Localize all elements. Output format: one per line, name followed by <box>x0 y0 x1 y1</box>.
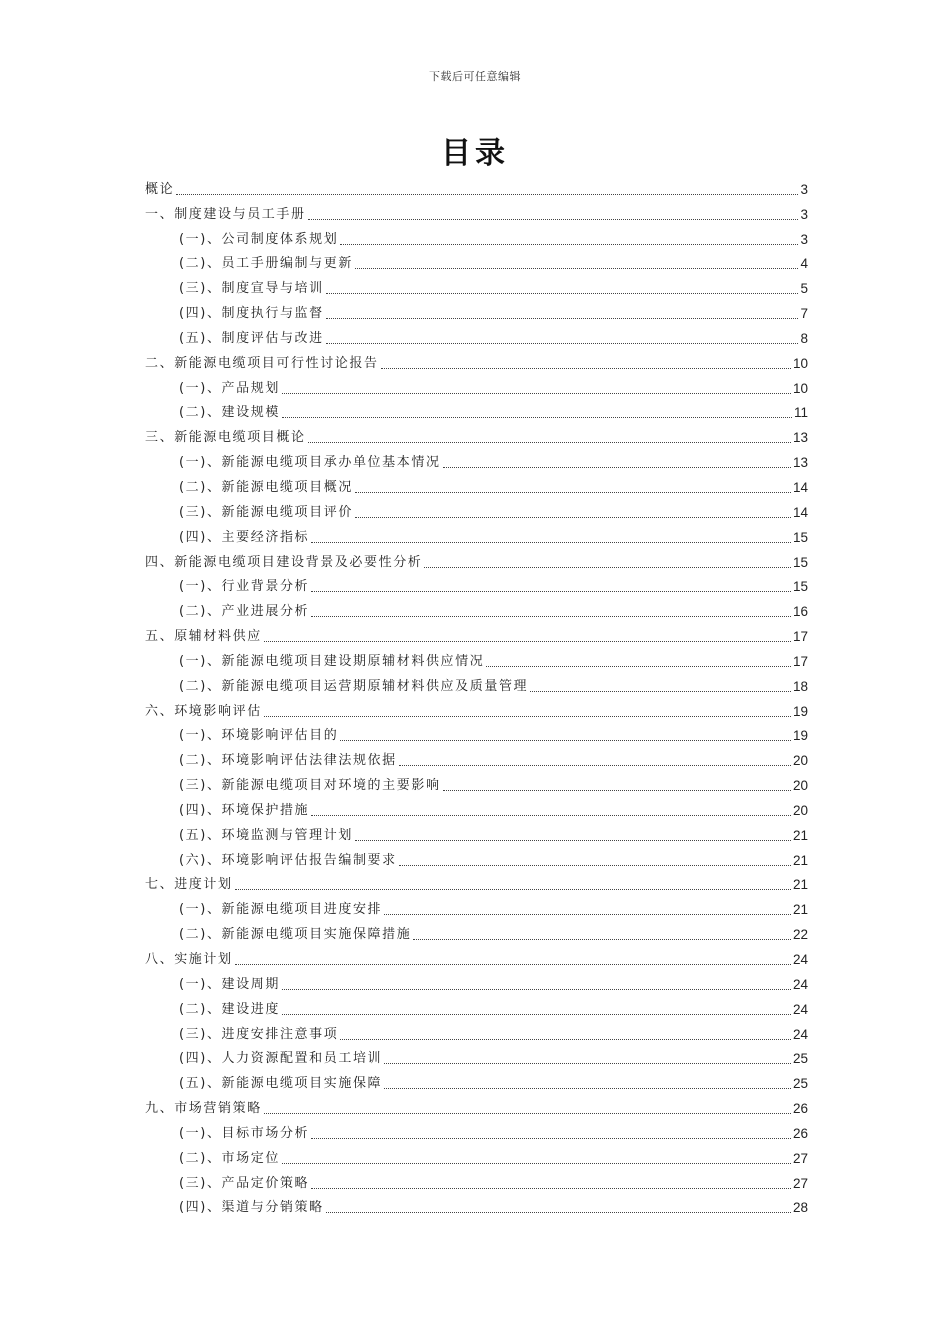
toc-page-number: 17 <box>792 653 808 669</box>
toc-entry-title: (六)、环境影响评估报告编制要求 <box>179 852 397 868</box>
toc-entry-title: (二)、新能源电缆项目运营期原辅材料供应及质量管理 <box>179 678 529 694</box>
toc-entry[interactable] <box>145 422 808 447</box>
toc-entry-title: 一、制度建设与员工手册 <box>145 206 306 222</box>
toc-subentry[interactable] <box>145 472 808 497</box>
toc-dot-leader <box>311 815 791 816</box>
toc-page-number: 20 <box>792 778 808 794</box>
toc-page-number: 5 <box>800 281 808 297</box>
toc-dot-leader <box>311 591 791 592</box>
toc-page-number: 7 <box>800 306 808 322</box>
toc-dot-leader <box>235 889 791 890</box>
toc-subentry[interactable] <box>145 795 808 820</box>
toc-dot-leader <box>381 368 791 369</box>
toc-subentry[interactable] <box>145 671 808 696</box>
toc-entry-title: 六、环境影响评估 <box>145 703 262 719</box>
toc-entry-title: (三)、新能源电缆项目评价 <box>179 504 353 520</box>
toc-dot-leader <box>384 1063 791 1064</box>
toc-entry[interactable] <box>145 547 808 572</box>
toc-page-number: 25 <box>792 1051 808 1067</box>
toc-subentry[interactable] <box>145 969 808 994</box>
toc-page-number: 20 <box>792 802 808 818</box>
toc-entry-title: (一)、行业背景分析 <box>179 579 310 595</box>
toc-entry-title: (一)、目标市场分析 <box>179 1125 310 1141</box>
toc-dot-leader <box>399 765 791 766</box>
toc-entry-title: (五)、新能源电缆项目实施保障 <box>179 1076 383 1092</box>
toc-page-number: 18 <box>792 678 808 694</box>
toc-subentry[interactable] <box>145 721 808 746</box>
toc-dot-leader <box>413 939 791 940</box>
toc-page-number: 14 <box>792 479 808 495</box>
toc-dot-leader <box>443 467 791 468</box>
toc-dot-leader <box>384 1088 791 1089</box>
toc-entry[interactable] <box>145 621 808 646</box>
toc-page-number: 16 <box>792 604 808 620</box>
toc-entry-title: (四)、渠道与分销策略 <box>179 1200 324 1216</box>
toc-entry-title: (一)、环境影响评估目的 <box>179 728 339 744</box>
toc-subentry[interactable] <box>145 447 808 472</box>
toc-subentry[interactable] <box>145 522 808 547</box>
toc-subentry[interactable] <box>145 224 808 249</box>
toc-subentry[interactable] <box>145 646 808 671</box>
toc-entry-title: (一)、新能源电缆项目承办单位基本情况 <box>179 455 441 471</box>
toc-subentry[interactable] <box>145 1068 808 1093</box>
toc-dot-leader <box>355 517 791 518</box>
toc-page-number: 27 <box>792 1150 808 1166</box>
toc-subentry[interactable] <box>145 572 808 597</box>
toc-entry-title: (二)、环境影响评估法律法规依据 <box>179 753 397 769</box>
toc-page-number: 24 <box>792 976 808 992</box>
toc-entry-title: 八、实施计划 <box>145 952 233 967</box>
toc-dot-leader <box>235 964 791 965</box>
toc-subentry[interactable] <box>145 1044 808 1069</box>
toc-page-number: 13 <box>792 430 808 446</box>
toc-page-number: 21 <box>792 877 808 893</box>
toc-dot-leader <box>308 219 799 220</box>
toc-page-number: 3 <box>800 181 808 197</box>
toc-entry[interactable] <box>145 199 808 224</box>
toc-page-number: 4 <box>800 256 808 272</box>
toc-subentry[interactable] <box>145 249 808 274</box>
toc-entry-title: (二)、员工手册编制与更新 <box>179 256 353 272</box>
toc-page-number: 13 <box>792 455 808 471</box>
toc-dot-leader <box>340 1039 791 1040</box>
toc-dot-leader <box>355 268 799 269</box>
toc-subentry[interactable] <box>145 820 808 845</box>
toc-entry-title: (四)、制度执行与监督 <box>179 306 324 322</box>
toc-entry-title: 五、原辅材料供应 <box>145 629 262 645</box>
toc-page-number: 3 <box>800 231 808 247</box>
toc-subentry[interactable] <box>145 770 808 795</box>
toc-entry-title: (一)、新能源电缆项目建设期原辅材料供应情况 <box>179 653 485 669</box>
page-header: 下载后可任意编辑 <box>429 70 521 83</box>
toc-subentry[interactable] <box>145 1118 808 1143</box>
toc-subentry[interactable] <box>145 497 808 522</box>
toc-entry-title: (一)、建设周期 <box>179 976 280 992</box>
toc-entry-title: (三)、进度安排注意事项 <box>179 1026 339 1042</box>
toc-subentry[interactable] <box>145 596 808 621</box>
toc-entry-title: 三、新能源电缆项目概论 <box>145 430 306 446</box>
table-of-contents <box>145 174 808 1217</box>
toc-page-number: 27 <box>792 1175 808 1191</box>
toc-dot-leader <box>486 666 791 667</box>
toc-dot-leader <box>282 1014 791 1015</box>
toc-page-number: 15 <box>792 579 808 595</box>
toc-subentry[interactable] <box>145 1168 808 1193</box>
toc-page-number: 10 <box>792 355 808 371</box>
toc-dot-leader <box>311 1188 791 1189</box>
toc-entry-title: (二)、市场定位 <box>179 1150 280 1166</box>
toc-dot-leader <box>308 442 791 443</box>
toc-page-number: 10 <box>792 380 808 396</box>
toc-page-number: 21 <box>792 827 808 843</box>
toc-dot-leader <box>176 194 798 195</box>
toc-subentry[interactable] <box>145 745 808 770</box>
toc-dot-leader <box>282 393 791 394</box>
toc-page-number: 26 <box>792 1125 808 1141</box>
toc-page-number: 24 <box>792 1001 808 1017</box>
toc-subentry[interactable] <box>145 398 808 423</box>
toc-entry[interactable] <box>145 348 808 373</box>
toc-dot-leader <box>399 865 791 866</box>
toc-entry[interactable] <box>145 174 808 199</box>
toc-dot-leader <box>326 1212 791 1213</box>
toc-entry-title: (一)、新能源电缆项目进度安排 <box>179 902 383 918</box>
toc-subentry[interactable] <box>145 919 808 944</box>
toc-entry-title: (二)、新能源电缆项目实施保障措施 <box>179 927 412 943</box>
toc-dot-leader <box>282 417 792 418</box>
toc-subentry[interactable] <box>145 845 808 870</box>
toc-dot-leader <box>282 1163 791 1164</box>
toc-page-number: 21 <box>792 902 808 918</box>
toc-dot-leader <box>424 567 791 568</box>
toc-dot-leader <box>311 542 791 543</box>
toc-page-number: 21 <box>792 852 808 868</box>
toc-page-number: 25 <box>792 1076 808 1092</box>
toc-entry[interactable] <box>145 696 808 721</box>
toc-dot-leader <box>443 790 791 791</box>
toc-entry-title: 七、进度计划 <box>145 877 233 893</box>
toc-page-number: 19 <box>792 728 808 744</box>
toc-page-number: 20 <box>792 753 808 769</box>
toc-subentry[interactable] <box>145 1019 808 1044</box>
toc-subentry[interactable] <box>145 373 808 398</box>
toc-page-number: 8 <box>800 330 808 346</box>
toc-page-number: 19 <box>792 703 808 719</box>
toc-dot-leader <box>355 840 791 841</box>
toc-dot-leader <box>340 244 798 245</box>
toc-entry-title: (二)、建设规模 <box>179 405 280 421</box>
toc-entry[interactable] <box>145 1093 808 1118</box>
page-title: 目录 <box>441 136 509 171</box>
toc-entry-title: (四)、人力资源配置和员工培训 <box>179 1051 383 1067</box>
toc-entry-title: (五)、制度评估与改进 <box>179 330 324 346</box>
toc-dot-leader <box>530 691 791 692</box>
toc-entry-title: 四、新能源电缆项目建设背景及必要性分析 <box>145 554 423 570</box>
toc-subentry[interactable] <box>145 298 808 323</box>
toc-subentry[interactable] <box>145 894 808 919</box>
toc-entry-title: (四)、环境保护措施 <box>179 802 310 818</box>
toc-entry-title: (三)、产品定价策略 <box>179 1175 310 1191</box>
toc-entry-title: (三)、新能源电缆项目对环境的主要影响 <box>179 778 441 794</box>
toc-page-number: 24 <box>792 952 808 967</box>
toc-subentry[interactable] <box>145 323 808 348</box>
toc-dot-leader <box>264 1113 791 1114</box>
toc-entry-title: 九、市场营销策略 <box>145 1101 262 1117</box>
toc-page-number: 14 <box>792 504 808 520</box>
toc-page-number: 26 <box>792 1101 808 1117</box>
toc-page-number: 11 <box>793 405 808 421</box>
toc-page-number: 17 <box>792 629 808 645</box>
toc-dot-leader <box>326 343 799 344</box>
toc-page-number: 28 <box>792 1200 808 1216</box>
toc-entry[interactable] <box>145 944 808 969</box>
toc-page-number: 3 <box>800 206 808 222</box>
toc-dot-leader <box>326 318 799 319</box>
toc-dot-leader <box>340 740 791 741</box>
toc-dot-leader <box>264 716 791 717</box>
toc-dot-leader <box>311 1138 791 1139</box>
toc-page-number: 22 <box>792 927 808 943</box>
toc-dot-leader <box>384 914 791 915</box>
toc-dot-leader <box>311 616 791 617</box>
toc-entry-title: (五)、环境监测与管理计划 <box>179 827 353 843</box>
toc-entry[interactable] <box>145 870 808 895</box>
toc-entry-title: (三)、制度宣导与培训 <box>179 281 324 297</box>
toc-subentry[interactable] <box>145 1193 808 1218</box>
toc-entry-title: 概论 <box>145 181 175 197</box>
toc-page-number: 24 <box>792 1026 808 1042</box>
toc-entry-title: (二)、新能源电缆项目概况 <box>179 479 353 495</box>
toc-dot-leader <box>326 293 799 294</box>
toc-dot-leader <box>264 641 791 642</box>
toc-page-number: 15 <box>792 554 808 570</box>
toc-subentry[interactable] <box>145 1143 808 1168</box>
toc-entry-title: (二)、建设进度 <box>179 1001 280 1017</box>
toc-dot-leader <box>355 492 791 493</box>
toc-page-number: 15 <box>792 529 808 545</box>
toc-entry-title: (一)、公司制度体系规划 <box>179 231 339 247</box>
toc-entry-title: (一)、产品规划 <box>179 380 280 396</box>
toc-dot-leader <box>282 989 791 990</box>
toc-entry-title: (二)、产业进展分析 <box>179 604 310 620</box>
toc-entry-title: (四)、主要经济指标 <box>179 529 310 545</box>
toc-subentry[interactable] <box>145 994 808 1019</box>
toc-subentry[interactable] <box>145 273 808 298</box>
toc-entry-title: 二、新能源电缆项目可行性讨论报告 <box>145 355 379 371</box>
